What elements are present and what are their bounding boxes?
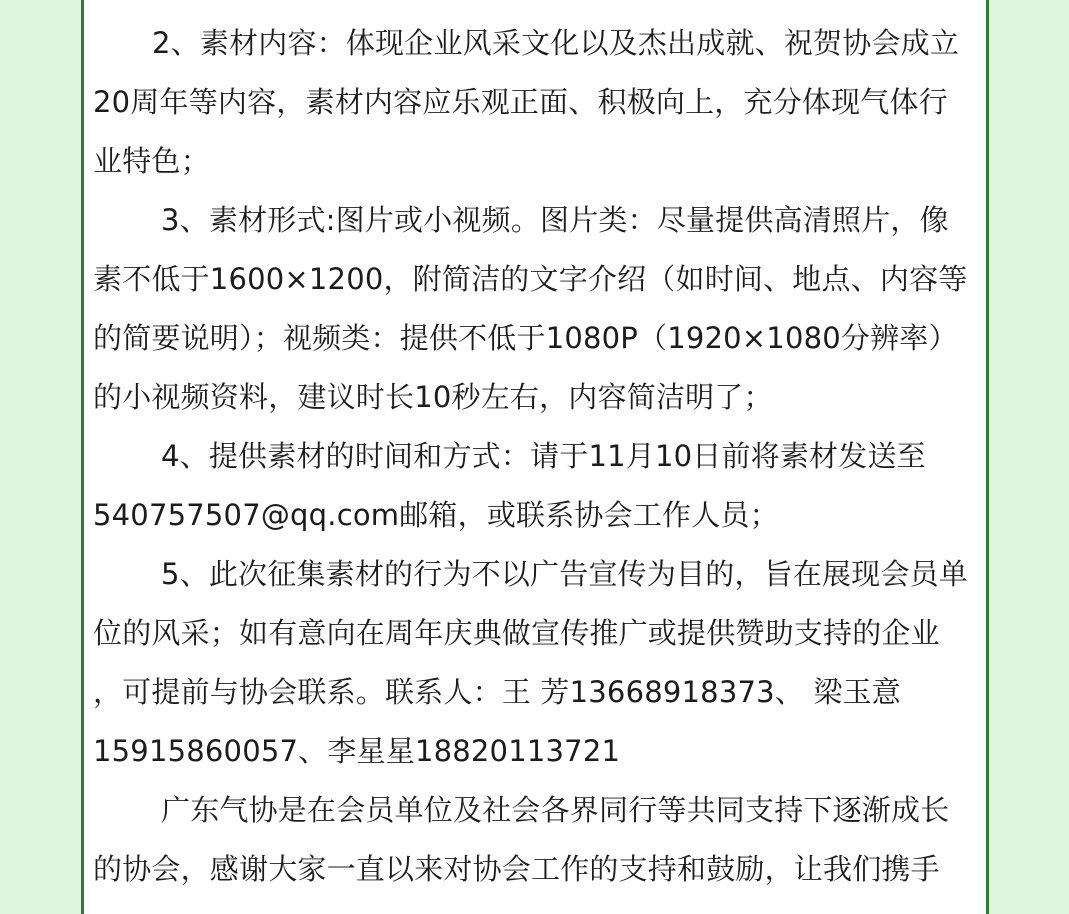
text-line-10: 5、此次征集素材的行为不以广告宣传为目的，旨在展现会员单 (161, 557, 969, 591)
text-line-3: 业特色； (93, 144, 210, 178)
text-line-14: 广东气协是在会员单位及社会各界同行等共同支持下逐渐成长 (161, 793, 950, 827)
text-line-7: 的小视频资料，建议时长10秒左右，内容简洁明了； (93, 380, 773, 414)
text-line-9: 540757507@qq.com邮箱，或联系协会工作人员； (93, 498, 779, 532)
text-line-2: 20周年等内容，素材内容应乐观正面、积极向上，充分体现气体行 (93, 85, 948, 119)
text-line-11: 位的风采；如有意向在周年庆典做宣传推广或提供赞助支持的企业 (93, 616, 940, 650)
text-line-12: ，可提前与协会联系。联系人：王 芳13668918373、 梁玉意 (93, 675, 901, 709)
text-line-15: 的协会，感谢大家一直以来对协会工作的支持和鼓励，让我们携手 (93, 852, 940, 886)
text-line-4: 3、素材形式:图片或小视频。图片类：尽量提供高清照片，像 (161, 203, 949, 237)
text-line-6: 的简要说明）；视频类：提供不低于1080P（1920×1080分辨率） (93, 321, 958, 355)
text-line-13: 15915860057、李星星18820113721 (93, 734, 621, 768)
text-line-8: 4、提供素材的时间和方式：请于11月10日前将素材发送至 (161, 439, 926, 473)
text-line-1: 2、素材内容：体现企业风采文化以及杰出成就、祝贺协会成立 (152, 26, 960, 60)
text-line-5: 素不低于1600×1200，附简洁的文字介绍（如时间、地点、内容等 (93, 262, 968, 296)
